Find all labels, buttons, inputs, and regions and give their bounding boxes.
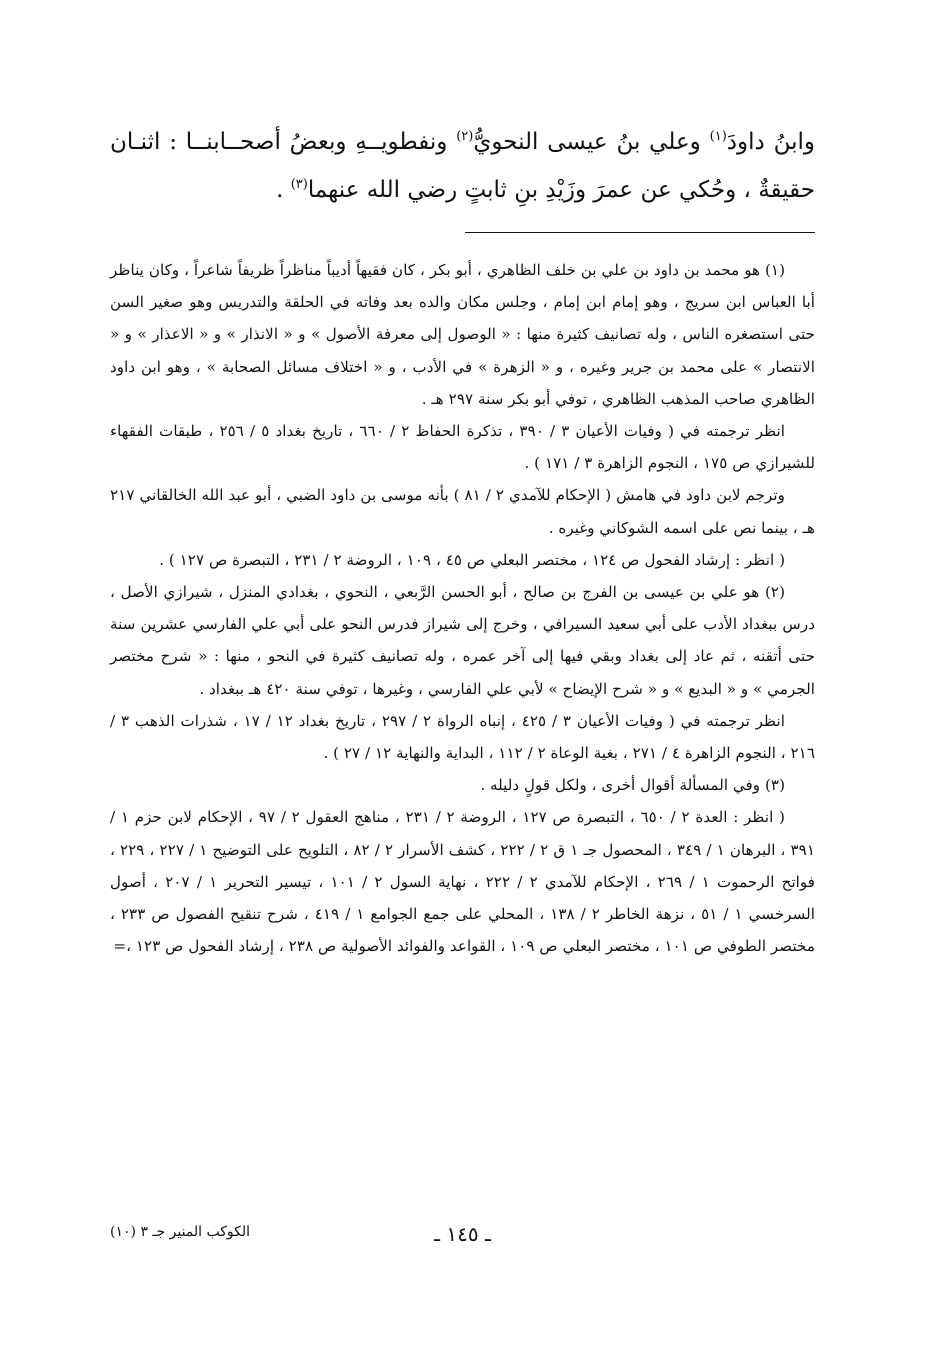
footnote-ref-3: (٣) (290, 177, 308, 192)
footnote-ref-1: (١) (709, 129, 727, 144)
footnote-3-references: ( انظر : العدة ٢ / ٦٥٠ ، التبصرة ص ١٢٧ ، الروضة ٢ / ٢٣١ ، مناهج العقول ٢ / ٩٧ ، الإحكام لابن حزم ١ / ٣٩١ ، البرهان ١ / ٣٤٩ ، المحصول جـ ١ ق ٢ / ٢٢٢ ، كشف الأسرار ٢ / ٨٢ ، التلويح على التوضيح ١ / ٢٢٧ ، ٢٢٩ ، فواتح الرحموت ١ / ٢٦٩ ، الإحكام للآمدي ٢ / ٢٢٢ ، نهاية السول ٢ / ١٠١ ، تيسير التحرير ١ / ٢٠٧ ، أصول السرخسي ١ / ٥١ ، نزهة الخاطر ٢ / ١٣٨ ، المحلي على جمع الجوامع ١ / ٤١٩ ، شرح تنقيح الفصول ص ٢٣٣ ، مختصر الطوفي ص ١٠١ ، مختصر البعلي ص ١٠٩ ، القواعد والفوائد الأصولية ص ٢٣٨ ، إرشاد الفحول ص ١٢٣ ،= (110, 808, 816, 956)
footnote-1-references: ( انظر : إرشاد الفحول ص ١٢٤ ، مختصر البعلي ص ٤٥ ، ١٠٩ ، الروضة ٢ / ٢٣١ ، التبصرة ص ١٢٧ ) . (159, 550, 785, 569)
footnote-separator (465, 232, 815, 233)
page-footer (110, 1222, 815, 1250)
footnote-1: (١) هو محمد بن داود بن علي بن خلف الظاهري ، أبو بكر ، كان فقيهاً أديباً مناظراً ظريفاً شاعراً ، وكان يناظر أبا العباس ابن سريج ، وهو إمام ابن إمام ، وجلس مكان والده بعد وفاته في الحلقة والتدريس وهو صغير السن حتى استصغره الناس ، وله تصانيف كثيرة منها : « الوصول إلى معرفة الأصول » و « الانذار » و « الاعذار » و « الانتصار » على محمد بن جرير وغيره ، و « الزهرة » في الأدب ، و « اختلاف مسائل الصحابة » ، وهو ابن داود الظاهري صاحب المذهب الظاهري ، توفي أبو بكر سنة ٢٩٧ هـ . (110, 261, 815, 408)
footnote-1-note: وترجم لابن داود في هامش ( الإحكام للآمدي ٢ / ٨١ ) بأنه موسى بن داود الضبي ، أبو عبد الله الخالقاني ٢١٧ هـ ، بينما نص على اسمه الشوكاني وغيره . (110, 486, 815, 537)
main-text-part-4: . (276, 177, 291, 203)
footnote-ref-2: (٢) (456, 129, 474, 144)
main-text (110, 118, 815, 214)
footnote-1-sources: انظر ترجمته في ( وفيات الأعيان ٣ / ٣٩٠ ، تذكرة الحفاظ ٢ / ٦٦٠ ، تاريخ بغداد ٥ / ٢٥٦ ، طبقات الفقهاء للشيرازي ص ١٧٥ ، النجوم الزاهرة ٣ / ١٧١ ) . (110, 422, 815, 473)
footnote-3: (٣) وفي المسألة أقوال أخرى ، ولكل قولٍ دليله . (480, 776, 785, 795)
main-paragraph (110, 118, 815, 214)
main-text-part-1: وابنُ داودَ (726, 129, 815, 155)
footnotes (110, 254, 815, 962)
main-text-part-3: ونفطويــهِ وبعضُ أصحــابنــا : اثنـان حقيقةٌ ، وحُكي عن عمرَ وزَيْدِ بنِ ثابتٍ رضي الله عنهما (110, 129, 815, 203)
page-number: ـ ١٤٥ ـ (434, 1222, 491, 1246)
footnote-2-sources: انظر ترجمته في ( وفيات الأعيان ٣ / ٤٢٥ ، إنباه الرواة ٢ / ٢٩٧ ، تاريخ بغداد ١٢ / ١٧ ، شذرات الذهب ٣ / ٢١٦ ، النجوم الزاهرة ٤ / ٢٧١ ، بغية الوعاة ٢ / ١١٢ ، البداية والنهاية ١٢ / ٢٧ ) . (110, 711, 815, 763)
main-text-part-2: وعلي بنُ عيسى النحويُّ (473, 129, 710, 155)
footnote-2: (٢) هو علي بن عيسى بن الفرج بن صالح ، أبو الحسن الرَّبعي ، النحوي ، بغدادي المنزل ، شيرازي الأصل ، درس ببغداد الأدب على أبي سعيد السيرافي ، وخرج إلى شيراز فدرس النحو على أبي علي الفارسي عشرين سنة حتى أتقنه ، ثم عاد إلى بغداد وبقي فيها إلى آخر عمره ، وله تصانيف كثيرة في النحو ، منها : « شرح مختصر الجرمي » و « البديع » و « شرح الإيضاح » لأبي علي الفارسي ، وغيرها ، توفي سنة ٤٢٠ هـ ببغداد . (110, 583, 815, 698)
running-title: الكوكب المنير جـ ٣ (١٠) (110, 1224, 251, 1240)
